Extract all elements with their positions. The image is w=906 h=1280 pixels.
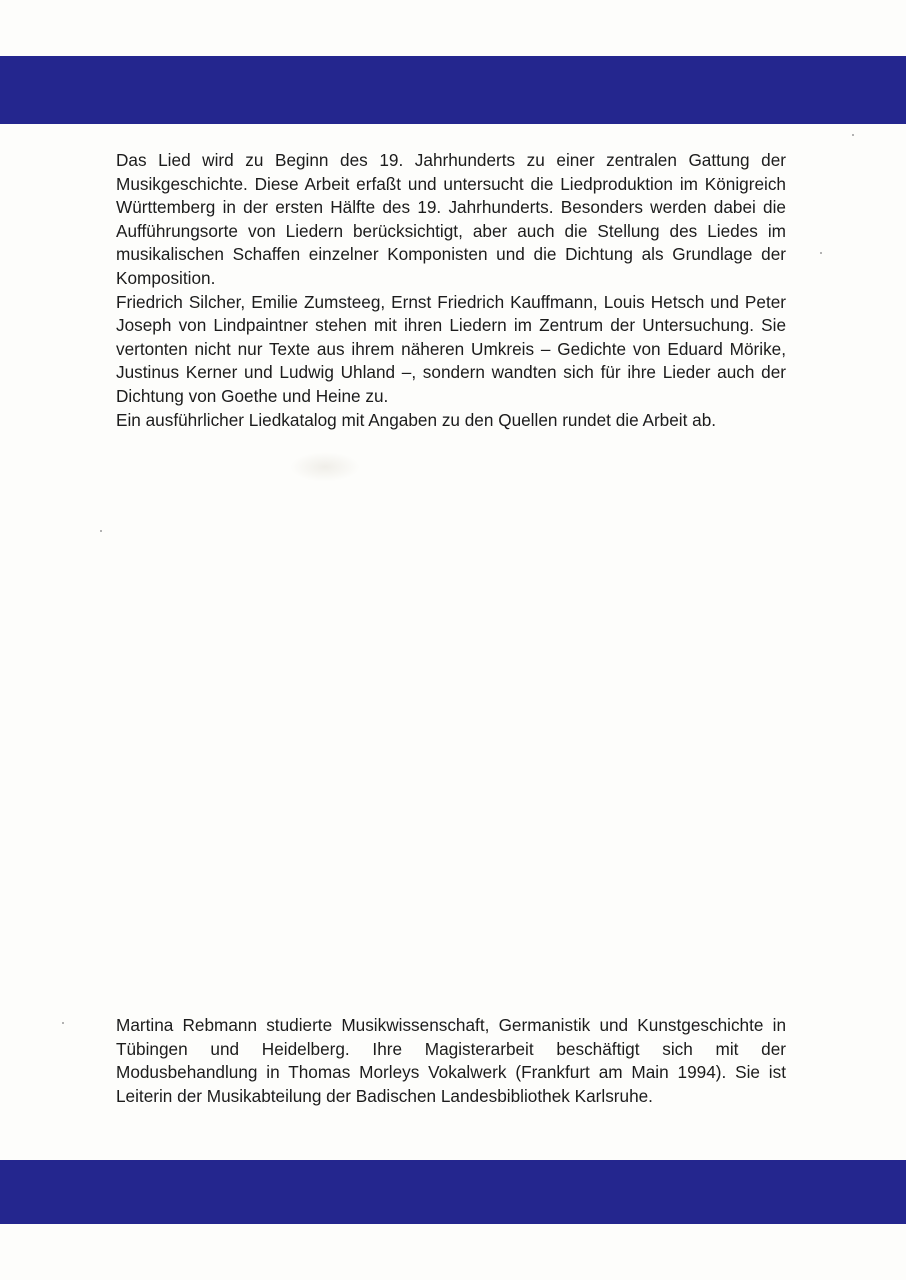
author-bio <box>116 1014 786 1108</box>
top-blue-band <box>0 56 906 124</box>
paper-speck <box>820 252 822 254</box>
paper-speck <box>62 1022 64 1024</box>
author-bio-text: Martina Rebmann studierte Musikwissenschaft, Germanistik und Kunstgeschichte in Tübingen und Heidelberg. Ihre Magisterarbeit beschäftigt sich mit der Modusbehandlung in Thomas Morleys Vokalwerk (Frankfurt am Main 1994). Sie ist Leiterin der Musikabteilung der Badischen Landesbibliothek Karlsruhe. <box>116 1015 786 1106</box>
paper-speck <box>852 134 854 136</box>
back-cover-blurb <box>116 149 786 432</box>
blurb-paragraph-composers: Friedrich Silcher, Emilie Zumsteeg, Ernst Friedrich Kauffmann, Louis Hetsch und Peter Joseph von Lindpaintner stehen mit ihren Liedern im Zentrum der Untersuchung. Sie vertonten nicht nur Texte aus ihrem näheren Umkreis – Gedichte von Eduard Mörike, Justinus Kerner und Ludwig Uhland –, sondern wandten sich für ihre Lieder auch der Dichtung von Goethe und Heine zu. <box>116 291 786 406</box>
paper-speck <box>100 530 102 532</box>
blurb-paragraph-catalog: Ein ausführlicher Liedkatalog mit Angaben zu den Quellen rundet die Arbeit ab. <box>116 409 717 430</box>
paper-smudge <box>290 452 360 482</box>
bottom-blue-band <box>0 1160 906 1224</box>
blurb-paragraph-intro: Das Lied wird zu Beginn des 19. Jahrhunderts zu einer zentralen Gattung der Musikgeschichte. Diese Arbeit erfaßt und untersucht die Liedproduktion im Königreich Württemberg in der ersten Hälfte des 19. Jahrhunderts. Besonders werden dabei die Aufführungsorte von Liedern berücksichtigt, aber auch die Stellung des Liedes im musikalischen Schaffen einzelner Komponisten und die Dichtung als Grundlage der Komposition. <box>116 150 786 288</box>
